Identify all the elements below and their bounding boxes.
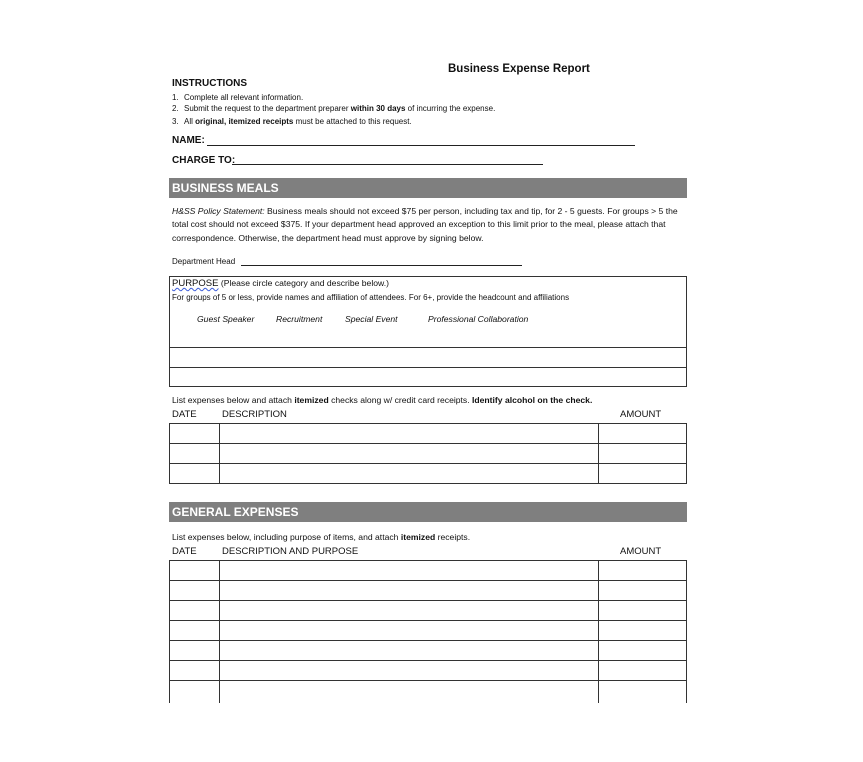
meals-col-description: DESCRIPTION xyxy=(222,409,287,420)
instruction-item: 2. Submit the request to the department preparer within 30 days of incurring the expense. xyxy=(172,104,496,113)
department-head-label: Department Head xyxy=(172,257,236,266)
category-professional-collaboration[interactable]: Professional Collaboration xyxy=(428,314,529,324)
general-expenses-heading: GENERAL EXPENSES xyxy=(169,502,687,522)
category-special-event[interactable]: Special Event xyxy=(345,314,398,324)
general-col-amount: AMOUNT xyxy=(620,546,662,557)
meals-col-date: DATE xyxy=(172,409,197,420)
name-label: NAME: xyxy=(172,135,205,146)
instructions-heading: INSTRUCTIONS xyxy=(172,78,247,89)
name-field[interactable] xyxy=(207,145,635,146)
general-col-date: DATE xyxy=(172,546,197,557)
purpose-label: PURPOSE (Please circle category and describe below.) xyxy=(172,278,389,289)
table-row[interactable] xyxy=(170,621,686,641)
table-row[interactable] xyxy=(170,581,686,601)
table-row[interactable] xyxy=(170,444,686,464)
table-row[interactable] xyxy=(170,681,686,703)
general-col-description: DESCRIPTION AND PURPOSE xyxy=(222,546,359,557)
table-row[interactable] xyxy=(170,661,686,681)
purpose-description-line-1[interactable] xyxy=(170,348,686,367)
purpose-note: For groups of 5 or less, provide names and affiliation of attendees. For 6+, provide the headcount and affiliations xyxy=(172,293,570,302)
purpose-description-line-2[interactable] xyxy=(170,368,686,386)
policy-statement: H&SS Policy Statement: Business meals should not exceed $75 per person, including tax and tip, for 2 - 5 guests. For groups > 5 the total cost should not exceed $375. If your department head approved an exception to this limit prior to the meal, please attach that correspondence. Otherwise, the department head must approve by signing below. xyxy=(172,206,678,243)
meals-list-instruction: List expenses below and attach itemized checks along w/ credit card receipts. Identify alcohol on the check. xyxy=(172,395,593,405)
instruction-item: 1. Complete all relevant information. xyxy=(172,93,304,102)
table-row[interactable] xyxy=(170,464,686,484)
table-row[interactable] xyxy=(170,424,686,444)
charge-to-field[interactable] xyxy=(232,164,543,165)
meals-col-amount: AMOUNT xyxy=(620,409,662,420)
table-row[interactable] xyxy=(170,641,686,661)
category-guest-speaker[interactable]: Guest Speaker xyxy=(197,314,255,324)
instruction-item: 3. All original, itemized receipts must be attached to this request. xyxy=(172,117,412,126)
department-head-signature-field[interactable] xyxy=(241,265,522,266)
table-row[interactable] xyxy=(170,601,686,621)
business-meals-heading: BUSINESS MEALS xyxy=(169,178,687,198)
page-title: Business Expense Report xyxy=(448,63,590,75)
charge-to-label: CHARGE TO: xyxy=(172,155,236,166)
meals-expense-table xyxy=(169,423,687,484)
general-expense-table xyxy=(169,560,687,703)
table-row[interactable] xyxy=(170,561,686,581)
general-list-instruction: List expenses below, including purpose of items, and attach itemized receipts. xyxy=(172,532,471,542)
category-recruitment[interactable]: Recruitment xyxy=(276,314,323,324)
